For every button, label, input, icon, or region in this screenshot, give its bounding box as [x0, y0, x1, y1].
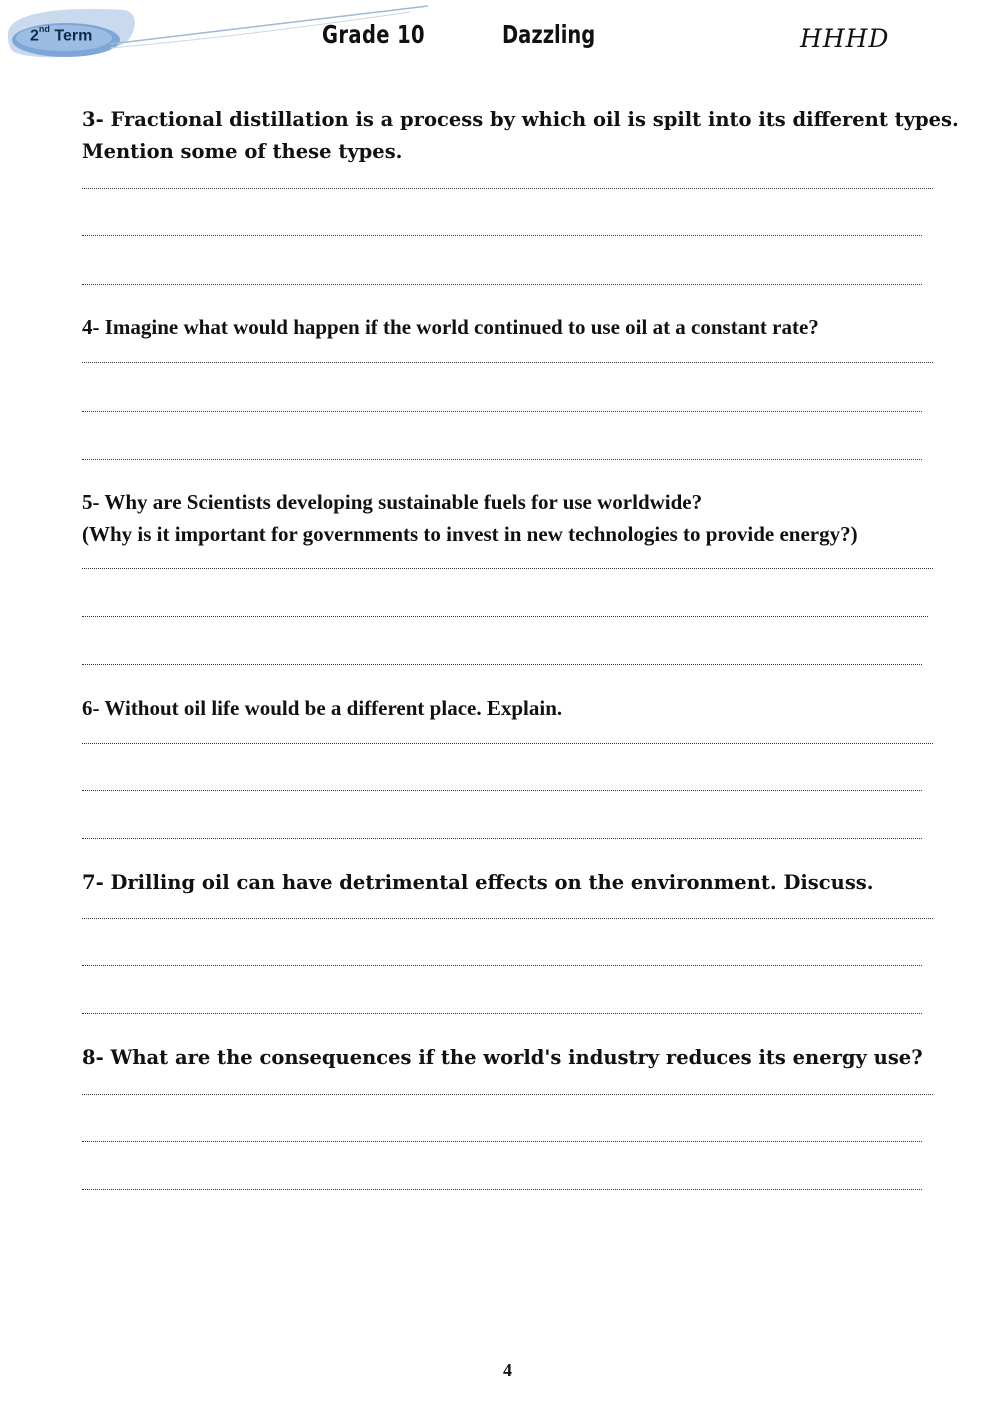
answer-line[interactable] [82, 1189, 922, 1190]
answer-line[interactable] [82, 1013, 922, 1014]
question-text: (Why is it important for governments to invest in new technologies to provide energy?) [82, 522, 858, 546]
answer-line[interactable] [82, 284, 922, 285]
answer-line[interactable] [82, 188, 933, 189]
question-8 [82, 1042, 962, 1074]
answer-line[interactable] [82, 568, 933, 569]
question-7 [82, 867, 962, 899]
question-text: 7- Drilling oil can have detrimental effects on the environment. Discuss. [82, 871, 874, 894]
answer-line[interactable] [82, 918, 933, 919]
page-header [0, 0, 992, 80]
answer-line[interactable] [82, 1094, 933, 1095]
answer-line[interactable] [82, 790, 922, 791]
question-text: 5- Why are Scientists developing sustainable fuels for use worldwide? [82, 490, 703, 514]
answer-line[interactable] [82, 965, 922, 966]
answer-line[interactable] [82, 411, 922, 412]
question-text: 8- What are the consequences if the world's industry reduces its energy use? [82, 1046, 923, 1069]
answer-line[interactable] [82, 838, 922, 839]
grade-label: Grade 10 [322, 20, 426, 49]
term-label: 2nd Term [30, 24, 93, 45]
answer-line[interactable] [82, 664, 922, 665]
question-4 [82, 311, 962, 343]
author-initials: HHHD [800, 24, 890, 53]
answer-line[interactable] [82, 235, 922, 236]
page-number: 4 [503, 1360, 512, 1380]
answer-line[interactable] [82, 616, 928, 617]
answer-line[interactable] [82, 459, 922, 460]
question-text: 3- Fractional distillation is a process by which oil is spilt into its different types. [82, 108, 959, 131]
worksheet-title: Dazzling [502, 20, 596, 49]
answer-line[interactable] [82, 1141, 922, 1142]
question-text: Mention some of these types. [82, 140, 403, 163]
question-6 [82, 692, 962, 724]
question-3 [82, 104, 962, 168]
answer-line[interactable] [82, 743, 933, 744]
question-text: 4- Imagine what would happen if the world continued to use oil at a constant rate? [82, 315, 819, 339]
answer-line[interactable] [82, 362, 933, 363]
question-5 [82, 486, 962, 550]
question-text: 6- Without oil life would be a different place. Explain. [82, 696, 563, 720]
